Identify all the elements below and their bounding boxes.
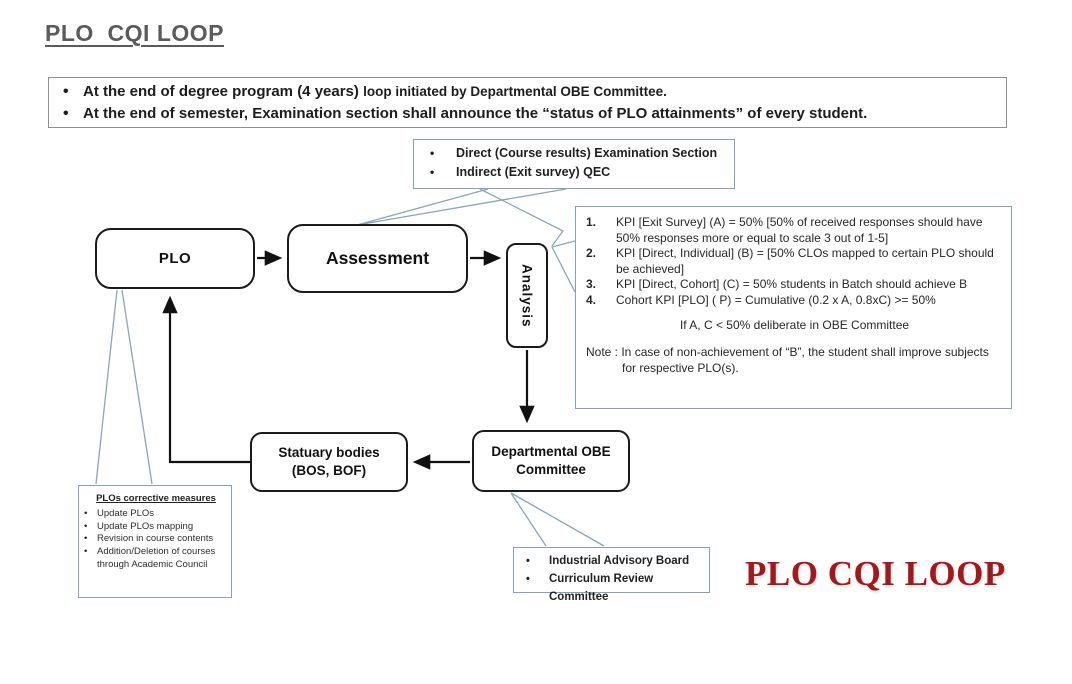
kpi-item-2-number: 2.: [586, 246, 597, 261]
kpi-item-4-number: 4.: [586, 292, 597, 307]
kpi-item-3: [586, 277, 1003, 293]
arrow-statuary-to-plo: [170, 299, 250, 462]
kpi-note: Note : In case of non-achievement of “B”, the student shall improve subjects for respective PLO(s).: [586, 345, 989, 375]
leader-obe-wedge-to-advisory: [511, 493, 604, 546]
assessment-callout-text-1: [456, 144, 717, 163]
bullet-icon: •: [84, 520, 88, 532]
corrective-measures-box: [78, 485, 232, 598]
corrective-text-3: Revision in course contents: [97, 533, 214, 545]
node-assessment-label: Assessment: [325, 248, 430, 268]
statuary-line2: (BOS, BOF): [291, 463, 367, 478]
corrective-measures-title: PLOs corrective measures: [96, 493, 216, 504]
node-plo-label: PLO: [158, 250, 192, 267]
assessment-callout-bullet-1: [430, 144, 728, 163]
top-note-text-1: [83, 81, 667, 103]
node-departmental-obe-committee: [472, 430, 630, 492]
top-note-text-1b: loop initiated by Departmental OBE Committee.: [363, 84, 667, 99]
kpi-item-4: [586, 293, 1003, 309]
kpi-item-3-text: KPI [Direct, Cohort] (C) = 50% students in Batch should achieve B: [616, 277, 968, 292]
bullet-icon: •: [526, 573, 530, 585]
node-plo: [95, 228, 255, 289]
callout-1-bold: Examination Section: [594, 146, 718, 160]
node-analysis: [506, 243, 548, 348]
kpi-item-2: [586, 246, 1003, 277]
corrective-text-1: Update PLOs: [97, 507, 155, 519]
node-statuary-label: [278, 444, 379, 480]
corrective-text-4: Addition/Deletion of courses through Academic Council: [97, 546, 216, 570]
advisory-text-2: Curriculum Review Committee: [549, 573, 654, 603]
leader-corrective-wedge-to-plo: [96, 290, 152, 484]
node-obe-label: [491, 443, 610, 479]
node-analysis-label: Analysis: [519, 263, 535, 328]
bullet-icon: •: [84, 546, 88, 558]
assessment-callout-bullet-2: [430, 163, 728, 182]
kpi-item-4-text: Cohort KPI [PLO] ( P) = Cumulative (0.2 x A, 0.8xC) >= 50%: [616, 292, 936, 307]
obe-line2: Committee: [516, 462, 586, 477]
bullet-icon: •: [430, 165, 435, 179]
kpi-item-1-text: KPI [Exit Survey] (A) = 50% [50% of received responses should have 50% responses more or equal to scale 3 out of 1-5]: [616, 215, 983, 245]
top-note-text-2: At the end of semester, Examination section shall announce the “status of PLO attainments” of every student.: [83, 105, 868, 122]
kpi-item-1-number: 1.: [586, 215, 597, 229]
assessment-callout-box: [413, 139, 735, 189]
kpi-item-3-number: 3.: [586, 277, 597, 292]
leader-kpi-wedge-to-analysis: [552, 241, 575, 292]
corrective-bullet-1: [84, 508, 228, 521]
assessment-callout-text-2: [456, 163, 610, 182]
kpi-deliberate-line: If A, C < 50% deliberate in OBE Committee: [679, 317, 910, 332]
kpi-criteria-box: [575, 206, 1012, 409]
advisory-bullet-2: [526, 570, 707, 606]
top-note-bullet-2: [63, 103, 996, 125]
obe-line1: Departmental OBE: [491, 444, 611, 459]
advisory-text-1: Industrial Advisory Board: [549, 555, 690, 567]
bullet-icon: •: [430, 146, 435, 160]
statuary-line1: Statuary bodies: [278, 445, 380, 460]
leader-assessment-callout-wedge: [357, 189, 566, 225]
watermark-title: PLO CQI LOOP: [745, 554, 1006, 593]
kpi-item-1: [586, 215, 1003, 246]
bullet-icon: •: [63, 105, 69, 122]
advisory-callout-box: [513, 547, 710, 603]
callout-1-prefix: Direct (Course results): [456, 146, 595, 160]
corrective-bullet-4: [84, 546, 228, 572]
page-title: PLO CQI LOOP: [45, 20, 225, 46]
corrective-bullet-3: [84, 533, 228, 546]
callout-2-bold: QEC: [583, 165, 611, 179]
corrective-bullet-2: [84, 521, 228, 534]
node-statuary-bodies: [250, 432, 408, 492]
corrective-text-2: Update PLOs mapping: [97, 520, 194, 532]
kpi-item-2-text: KPI [Direct, Individual] (B) = [50% CLOs mapped to certain PLO should be achieved]: [616, 246, 994, 276]
top-note-bullet-1: [63, 81, 996, 103]
advisory-bullet-1: [526, 552, 707, 570]
top-note-text-1a: At the end of degree program (4 years): [83, 83, 364, 100]
top-note-box: [48, 77, 1007, 128]
bullet-icon: •: [63, 83, 69, 100]
bullet-icon: •: [526, 555, 530, 567]
leader-callout-to-analysis: [480, 189, 563, 246]
bullet-icon: •: [84, 533, 88, 545]
node-assessment: [287, 224, 468, 293]
callout-2-prefix: Indirect (Exit survey): [456, 165, 584, 179]
bullet-icon: •: [84, 507, 88, 519]
